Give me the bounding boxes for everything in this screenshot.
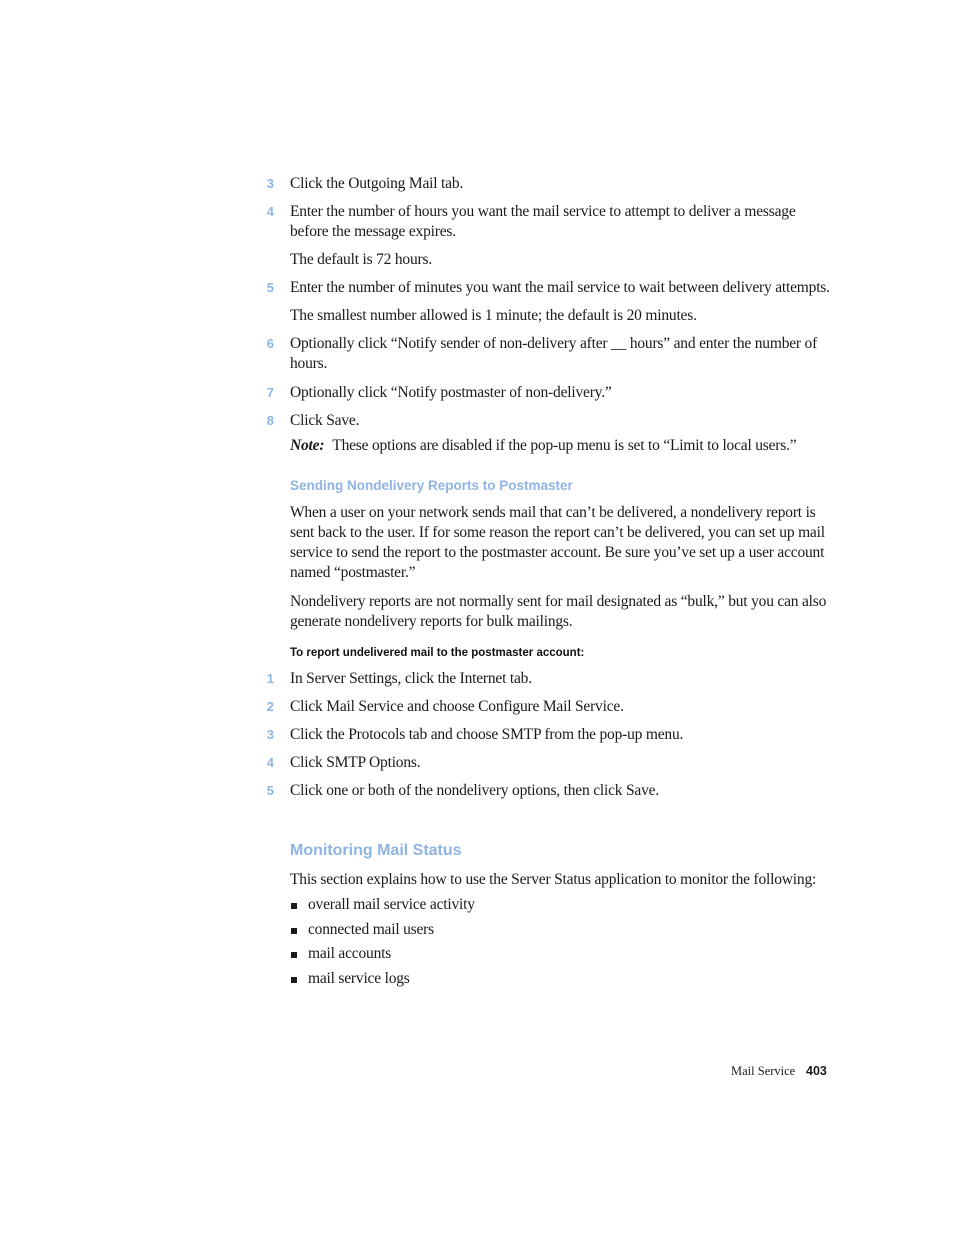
step-text: In Server Settings, click the Internet tab. [290,670,532,687]
section-title: Monitoring Mail Status [290,842,462,859]
step-number: 4 [266,204,274,219]
step-number: 2 [266,699,274,714]
smallest-minutes-text: The smallest number allowed is 1 minute; the default is 20 minutes. [290,307,697,324]
step-number: 6 [266,336,274,351]
step-text: Click the Protocols tab and choose SMTP from the pop-up menu. [290,726,684,743]
paragraph-text: Nondelivery reports are not normally sent for mail designated as “bulk,” but you can also generate nondelivery reports for bulk mailings. [290,593,827,630]
step-text: Enter the number of hours you want the mail service to attempt to deliver a message before the message expires. [290,203,796,240]
bullet-text: mail service logs [308,970,410,987]
subsection-title: Sending Nondelivery Reports to Postmaster [290,478,573,493]
footer-page-number: 403 [806,1064,827,1078]
step-number: 3 [266,176,274,191]
default-hours-text: The default is 72 hours. [290,251,432,268]
bullet-icon [291,977,297,983]
footer-section-name: Mail Service [731,1064,796,1078]
step-text: Click the Outgoing Mail tab. [290,175,464,192]
paragraph-text: When a user on your network sends mail that can’t be delivered, a nondelivery report is sent back to the user. If for some reason the report can’t be delivered, you can set up mail service to send the report to the postmaster account. Be sure you’ve set up a user account named “postmaster.” [290,504,825,581]
step-text: Click Mail Service and choose Configure Mail Service. [290,698,624,715]
note [290,436,832,456]
task-heading: To report undelivered mail to the postmaster account: [290,647,585,659]
step-number: 5 [266,783,274,798]
step-text: Enter the number of minutes you want the mail service to wait between delivery attempts. [290,279,830,296]
note-label: Note: [290,437,325,454]
bullet-icon [291,952,297,958]
note-text: These options are disabled if the pop-up menu is set to “Limit to local users.” [332,437,797,454]
bullet-text: overall mail service activity [308,896,475,913]
step-text: Optionally click “Notify postmaster of non-delivery.” [290,384,612,401]
step-text: Click one or both of the nondelivery options, then click Save. [290,782,659,799]
step-number: 3 [266,727,274,742]
bullet-icon [291,903,297,909]
bullet-text: connected mail users [308,921,434,938]
bullet-icon [291,928,297,934]
step-number: 7 [266,385,274,400]
step-text: Optionally click “Notify sender of non-delivery after __ hours” and enter the number of hours. [290,335,818,372]
bullet-text: mail accounts [308,945,392,962]
step-number: 1 [266,671,274,686]
step-number: 5 [266,280,274,295]
step-number: 8 [266,413,274,428]
step-number: 4 [266,755,274,770]
step-text: Click Save. [290,412,360,429]
step-text: Click SMTP Options. [290,754,421,771]
section-intro: This section explains how to use the Server Status application to monitor the following: [290,871,817,888]
